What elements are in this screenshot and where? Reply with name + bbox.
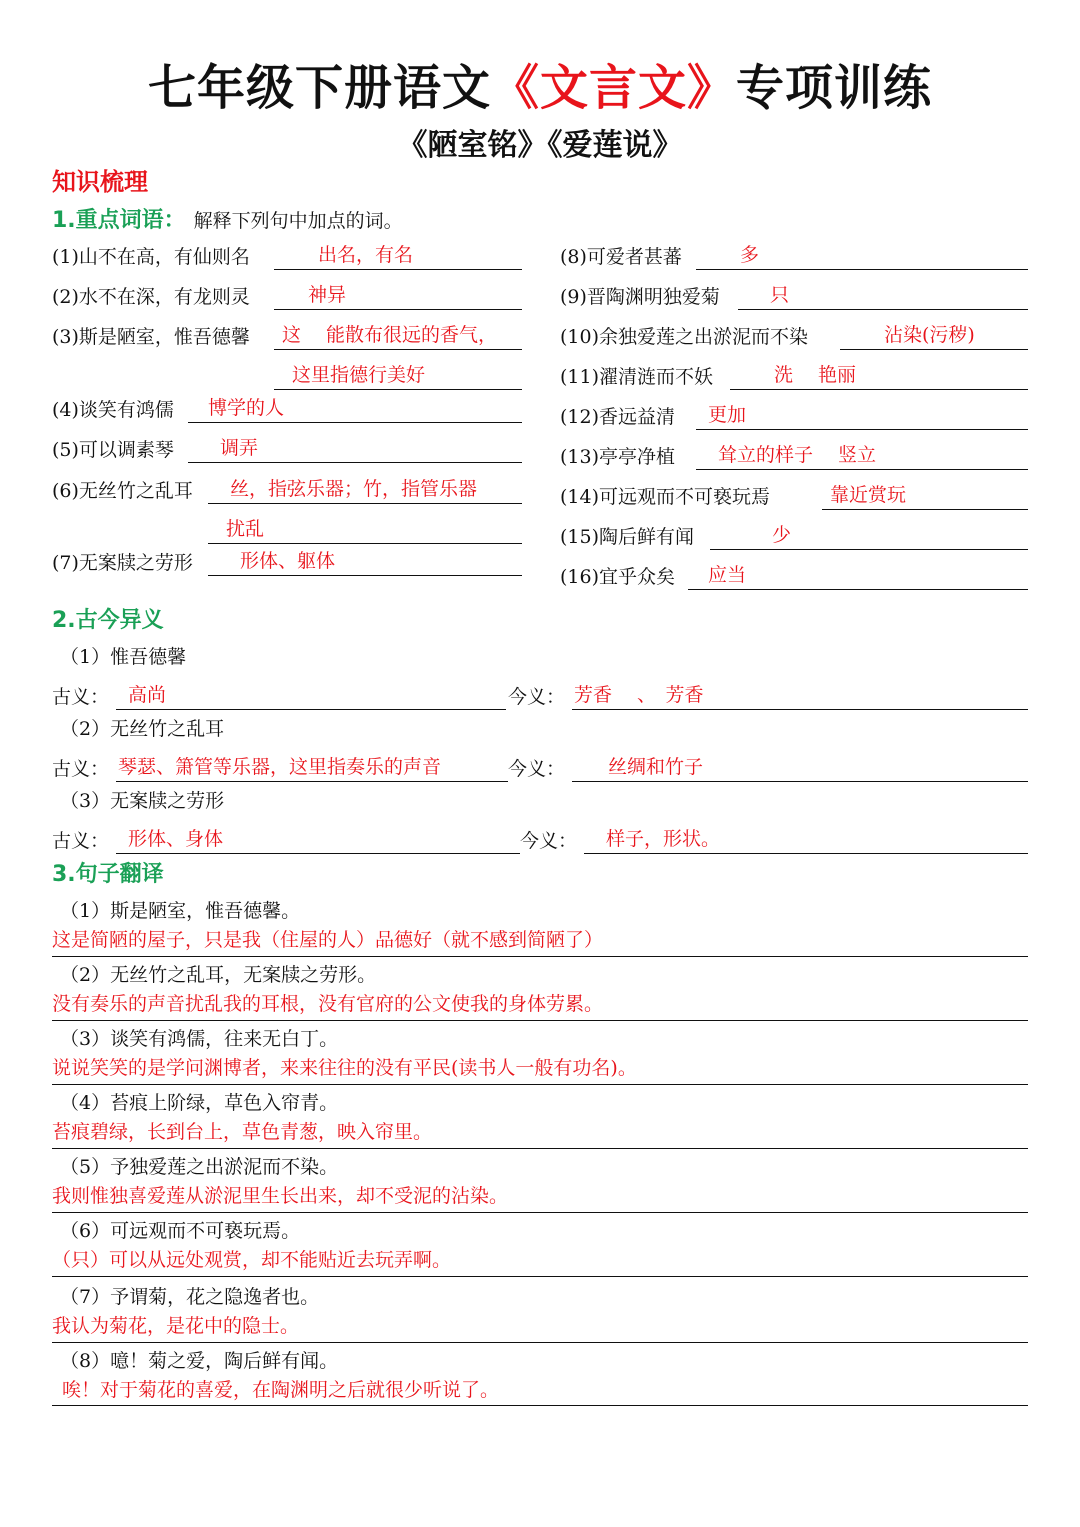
gujin-question-1: （1）惟吾德馨 [60, 646, 187, 668]
vocab-answer-6[interactable]: 丝，指弦乐器；竹，指管乐器 [208, 475, 522, 504]
vocab-item-10: (10)余独爱莲之出淤泥而不染 沾染(污秽) [560, 322, 1028, 354]
vocab-item-3-cont [52, 362, 522, 394]
vocab-answer-12[interactable]: 更加 [696, 401, 1028, 430]
page-subtitle: 《陋室铭》《爱莲说》 [397, 128, 683, 163]
vocab-answer-16[interactable]: 应当 [688, 561, 1028, 590]
gu-answer-2[interactable]: 琴瑟、箫管等乐器，这里指奏乐的声音 [116, 753, 508, 782]
gujin-row-2 [52, 754, 1028, 786]
translate-question-2: （2）无丝竹之乱耳，无案牍之劳形。 [60, 964, 377, 986]
gu-answer-1[interactable]: 高尚 [116, 681, 506, 710]
part1-heading: 1.重点词语： 解释下列句中加点的词。 [52, 208, 403, 233]
vocab-item-7: (7)无案牍之劳形 形体、躯体 [52, 548, 522, 580]
translate-answer-1[interactable]: 这是简陋的屋子，只是我（住屋的人）品德好（就不感到简陋了） [52, 926, 1028, 957]
vocab-item-13: (13)亭亭净植 耸立的样子 竖立 [560, 442, 1028, 474]
page-title: 七年级下册语文《文言文》专项训练 [147, 60, 933, 116]
vocab-answer-7[interactable]: 形体、躯体 [208, 547, 522, 576]
vocab-answer-11[interactable]: 洗 艳丽 [730, 361, 1028, 390]
vocab-item-5: (5)可以调素琴 调弄 [52, 435, 522, 467]
vocab-item-8: (8)可爱者甚蕃 多 [560, 242, 1028, 274]
vocab-answer-14[interactable]: 靠近赏玩 [822, 481, 1028, 510]
section-heading-knowledge: 知识梳理 [52, 168, 148, 196]
translate-answer-7[interactable]: 我认为菊花，是花中的隐士。 [52, 1312, 1028, 1343]
vocab-item-12: (12)香远益清 更加 [560, 402, 1028, 434]
jin-label: 今义： [508, 686, 566, 708]
vocab-answer-15[interactable]: 少 [710, 521, 1028, 550]
vocab-item-6-cont [52, 516, 522, 548]
translate-question-1: （1）斯是陋室，惟吾德馨。 [60, 900, 301, 922]
vocab-answer-8[interactable]: 多 [696, 241, 1028, 270]
translate-question-4: （4）苔痕上阶绿，草色入帘青。 [60, 1092, 339, 1114]
gujin-row-3 [52, 826, 1028, 858]
translate-answer-5[interactable]: 我则惟独喜爱莲从淤泥里生长出来，却不受泥的沾染。 [52, 1182, 1028, 1213]
part1-instruction: 解释下列句中加点的词。 [193, 210, 403, 232]
translate-question-3: （3）谈笑有鸿儒，往来无白丁。 [60, 1028, 339, 1050]
gujin-row-1 [52, 682, 1028, 714]
vocab-item-1: (1)山不在高，有仙则名 出名，有名 [52, 242, 522, 274]
gu-label: 古义： [52, 758, 110, 780]
vocab-item-16: (16)宜乎众矣 应当 [560, 562, 1028, 594]
translate-answer-8[interactable]: 唉！对于菊花的喜爱，在陶渊明之后就很少听说了。 [52, 1376, 1028, 1406]
translate-question-6: （6）可远观而不可亵玩焉。 [60, 1220, 301, 1242]
translate-answer-2[interactable]: 没有奏乐的声音扰乱我的耳根，没有官府的公文使我的身体劳累。 [52, 990, 1028, 1021]
jin-answer-1[interactable]: 芳香 、 芳香 [572, 681, 1028, 710]
jin-answer-2[interactable]: 丝绸和竹子 [572, 753, 1028, 782]
vocab-item-3: (3)斯是陋室，惟吾德馨 这 能散布很远的香气， [52, 322, 522, 354]
vocab-answer-3-cont[interactable]: 这里指德行美好 [274, 361, 522, 390]
vocab-answer-13[interactable]: 耸立的样子 竖立 [696, 441, 1028, 470]
gu-label: 古义： [52, 830, 110, 852]
vocab-item-6: (6)无丝竹之乱耳 丝，指弦乐器；竹，指管乐器 [52, 476, 522, 508]
gu-answer-3[interactable]: 形体、身体 [116, 825, 520, 854]
vocab-item-15: (15)陶后鲜有闻 少 [560, 522, 1028, 554]
vocab-answer-9[interactable]: 只 [738, 281, 1028, 310]
gu-label: 古义： [52, 686, 110, 708]
vocab-item-4: (4)谈笑有鸿儒 博学的人 [52, 395, 522, 427]
translate-answer-3[interactable]: 说说笑笑的是学问渊博者，来来往往的没有平民(读书人一般有功名)。 [52, 1054, 1028, 1085]
gujin-question-2: （2）无丝竹之乱耳 [60, 718, 225, 740]
vocab-item-14: (14)可远观而不可亵玩焉 靠近赏玩 [560, 482, 1028, 514]
vocab-answer-10[interactable]: 沾染(污秽) [840, 321, 1028, 350]
translate-question-7: （7）予谓菊，花之隐逸者也。 [60, 1286, 320, 1308]
translate-answer-6[interactable]: （只）可以从远处观赏，却不能贴近去玩弄啊。 [52, 1246, 1028, 1277]
gujin-question-3: （3）无案牍之劳形 [60, 790, 225, 812]
part2-heading: 2.古今异义 [52, 608, 164, 633]
jin-label: 今义： [520, 830, 578, 852]
vocab-item-9: (9)晋陶渊明独爱菊 只 [560, 282, 1028, 314]
jin-label: 今义： [508, 758, 566, 780]
translate-question-8: （8）噫！菊之爱，陶后鲜有闻。 [60, 1350, 339, 1372]
part3-heading: 3.句子翻译 [52, 862, 164, 887]
translate-question-5: （5）予独爱莲之出淤泥而不染。 [60, 1156, 339, 1178]
vocab-item-11: (11)濯清涟而不妖 洗 艳丽 [560, 362, 1028, 394]
vocab-answer-6-cont[interactable]: 扰乱 [208, 515, 522, 544]
vocab-answer-1[interactable]: 出名，有名 [274, 241, 522, 270]
vocab-item-2: (2)水不在深，有龙则灵 神异 [52, 282, 522, 314]
vocab-answer-3[interactable]: 这 能散布很远的香气， [274, 321, 522, 350]
vocab-answer-5[interactable]: 调弄 [188, 434, 522, 463]
translate-answer-4[interactable]: 苔痕碧绿，长到台上，草色青葱，映入帘里。 [52, 1118, 1028, 1149]
jin-answer-3[interactable]: 样子，形状。 [584, 825, 1028, 854]
vocab-answer-2[interactable]: 神异 [274, 281, 522, 310]
vocab-answer-4[interactable]: 博学的人 [188, 394, 522, 423]
